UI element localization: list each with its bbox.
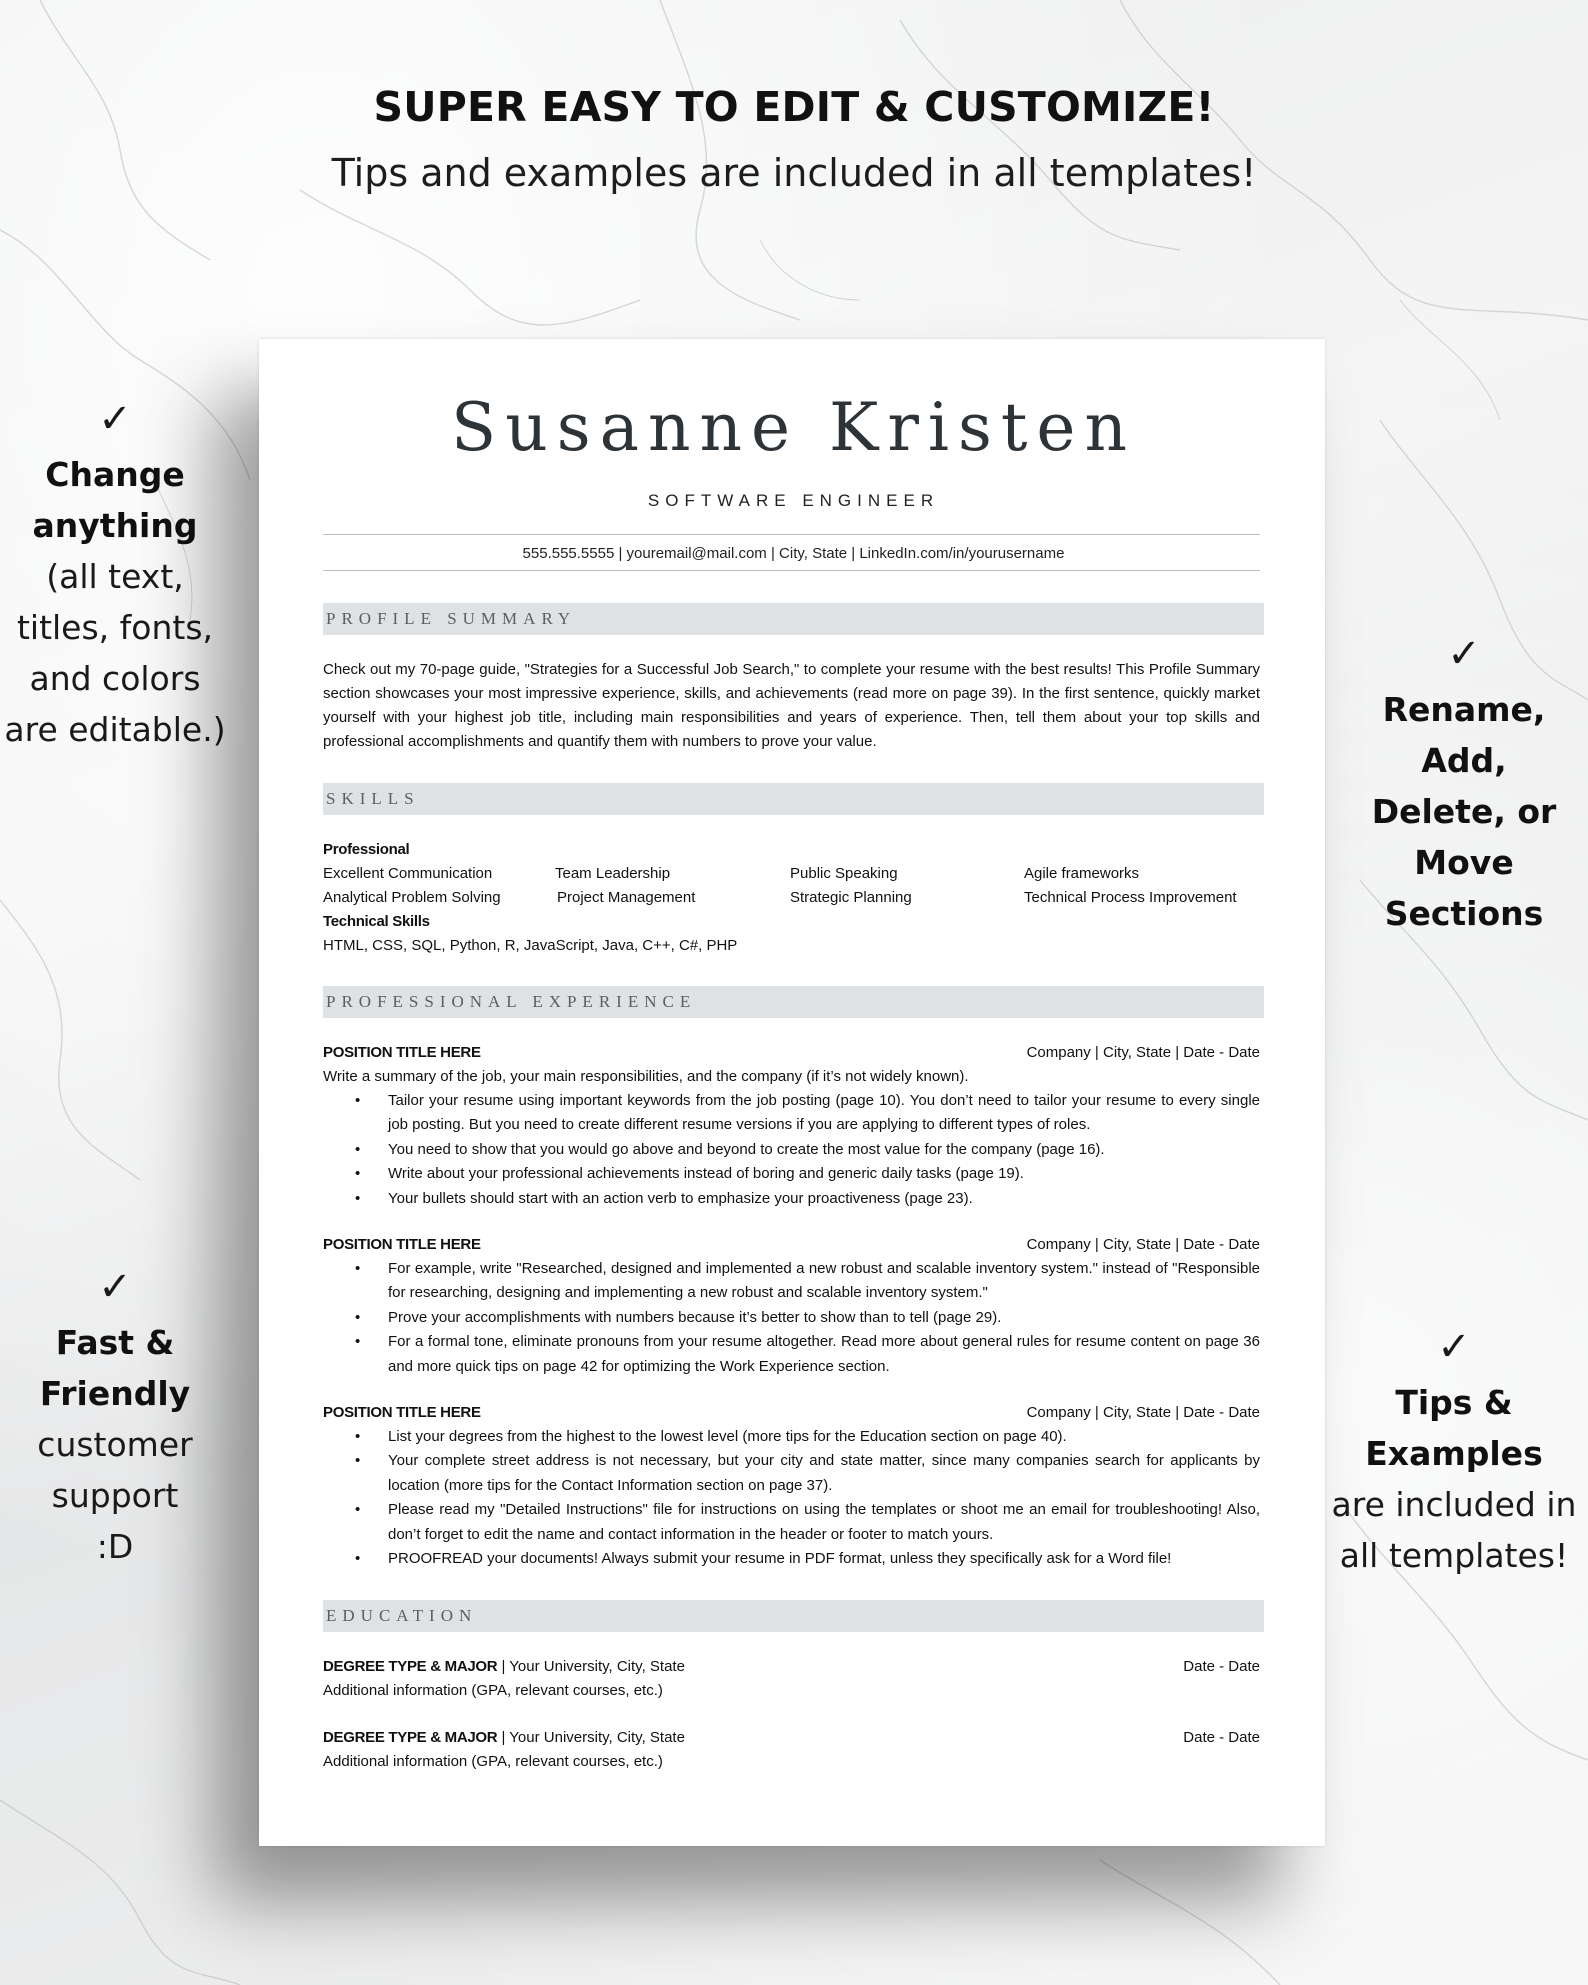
- job-bullet: • For a formal tone, eliminate pronouns from your resume altogether. Read more about general rules for resume content on page 36 and more quick tips on page 42 for optimizing the Work Experience section.: [323, 1330, 1260, 1379]
- job-title: POSITION TITLE HERE: [323, 1044, 481, 1061]
- education-school: | Your University, City, State: [497, 1729, 685, 1746]
- skill-item: Analytical Problem Solving: [323, 889, 501, 906]
- checkmark-icon: ✓: [98, 396, 132, 442]
- education-degree: DEGREE TYPE & MAJOR: [323, 1658, 498, 1675]
- callout-line: Fast &: [55, 1323, 175, 1362]
- job-meta: Company | City, State | Date - Date: [1026, 1044, 1260, 1061]
- callout-line: (all text,: [46, 557, 184, 596]
- education-dates: Date - Date: [1183, 1658, 1260, 1675]
- banner-title: SUPER EASY TO EDIT & CUSTOMIZE!: [373, 83, 1215, 131]
- checkmark-icon: ✓: [98, 1264, 132, 1310]
- job-title: POSITION TITLE HERE: [323, 1404, 481, 1421]
- education-school: | Your University, City, State: [497, 1658, 685, 1675]
- header-divider: [323, 534, 1260, 535]
- job-title: POSITION TITLE HERE: [323, 1236, 481, 1253]
- section-header-skills: SKILLS: [323, 783, 1264, 815]
- resume-role: SOFTWARE ENGINEER: [647, 491, 940, 510]
- skill-item: Team Leadership: [555, 865, 671, 882]
- callout-tips-examples: [1330, 1323, 1578, 1581]
- job-bullet: • For example, write "Researched, designed and implemented a new robust and scalable inventory system." instead of "Responsible for researching, designing and implementing a new robust and scalable inventory system.": [323, 1257, 1260, 1306]
- skill-item: Public Speaking: [790, 865, 898, 882]
- job-bullet: • Your bullets should start with an action verb to emphasize your proactiveness (page 23).: [323, 1187, 1260, 1211]
- job-bullet: • You need to show that you would go above and beyond to create the most value for the company (page 16).: [323, 1138, 1260, 1162]
- skills-technical-list: HTML, CSS, SQL, Python, R, JavaScript, Java, C++, C#, PHP: [323, 937, 738, 954]
- job-bullet: • List your degrees from the highest to the lowest level (more tips for the Education section on page 40).: [323, 1425, 1260, 1449]
- skill-item: Technical Process Improvement: [1024, 889, 1237, 906]
- checkmark-icon: ✓: [1437, 1324, 1471, 1370]
- education-entry: [323, 1655, 685, 1679]
- callout-line: Add,: [1421, 741, 1507, 780]
- callout-line: Friendly: [39, 1374, 191, 1413]
- job-bullet: • Prove your accomplishments with numbers because it’s better to show than to tell (page 29).: [323, 1306, 1260, 1330]
- education-entry: [323, 1726, 685, 1750]
- skills-technical-label: Technical Skills: [323, 913, 430, 930]
- job-bullet: • PROOFREAD your documents! Always submit your resume in PDF format, unless they specifically ask for a Word file!: [323, 1547, 1260, 1571]
- callout-line: are included in: [1331, 1485, 1577, 1524]
- section-header-experience: PROFESSIONAL EXPERIENCE: [323, 986, 1264, 1018]
- section-header-education: EDUCATION: [323, 1600, 1264, 1632]
- education-info: Additional information (GPA, relevant courses, etc.): [323, 1753, 663, 1770]
- callout-rename-sections: [1340, 630, 1588, 939]
- job-bullet: • Please read my "Detailed Instructions" file for instructions on using the templates or shoot me an email for troubleshooting! Also, don’t forget to edit the name and contact information in the header or footer to match yours.: [323, 1498, 1260, 1547]
- callout-line: are editable.): [4, 710, 226, 749]
- resume-name: Susanne Kristen: [451, 389, 1136, 466]
- callout-line: and colors: [29, 659, 201, 698]
- job-summary: Write a summary of the job, your main responsibilities, and the company (if it’s not widely known).: [323, 1068, 969, 1085]
- education-info: Additional information (GPA, relevant courses, etc.): [323, 1682, 663, 1699]
- education-dates: Date - Date: [1183, 1729, 1260, 1746]
- job-bullet: • Tailor your resume using important keywords from the job posting (page 10). You don’t need to tailor your resume to every single job posting. But you need to create different resume versions if you are applying to different types of roles.: [323, 1089, 1260, 1138]
- callout-change-anything: [0, 395, 230, 755]
- skill-item: Strategic Planning: [790, 889, 912, 906]
- callout-line: support: [51, 1476, 179, 1515]
- callout-line: anything: [32, 506, 198, 545]
- skill-item: Project Management: [557, 889, 696, 906]
- checkmark-icon: ✓: [1447, 631, 1481, 677]
- resume-page: [259, 339, 1325, 1846]
- callout-line: Rename,: [1382, 690, 1546, 729]
- job-bullet-list: [323, 1089, 1260, 1211]
- callout-line: Sections: [1384, 894, 1544, 933]
- callout-fast-friendly: [0, 1263, 230, 1572]
- callout-line: Examples: [1365, 1434, 1543, 1473]
- banner-subtitle: Tips and examples are included in all templates!: [331, 151, 1257, 195]
- skill-item: Excellent Communication: [323, 865, 493, 882]
- job-bullet-list: [323, 1257, 1260, 1379]
- callout-line: all templates!: [1339, 1536, 1569, 1575]
- skill-item: Agile frameworks: [1024, 865, 1140, 882]
- profile-summary-text: Check out my 70-page guide, "Strategies for a Successful Job Search," to complete your resume with the best results! This Profile Summary section showcases your most impressive experience, skills, and achievements (read more on page 39). In the first sentence, quickly market yourself with your highest job title, including main responsibilities and years of experience. Then, tell them about your top skills and professional accomplishments and quantify them with numbers to prove your value.: [323, 661, 1260, 750]
- job-meta: Company | City, State | Date - Date: [1026, 1404, 1260, 1421]
- callout-line: Tips &: [1395, 1383, 1513, 1422]
- header-divider: [323, 570, 1260, 571]
- job-meta: Company | City, State | Date - Date: [1026, 1236, 1260, 1253]
- callout-line: customer: [37, 1425, 193, 1464]
- callout-line: titles, fonts,: [16, 608, 214, 647]
- contact-line: 555.555.5555 | youremail@mail.com | City, State | LinkedIn.com/in/yourusername: [522, 545, 1065, 562]
- callout-line: Change: [45, 455, 185, 494]
- section-header-profile: PROFILE SUMMARY: [323, 603, 1264, 635]
- callout-line: :D: [96, 1527, 134, 1566]
- callout-line: Move: [1414, 843, 1514, 882]
- education-degree: DEGREE TYPE & MAJOR: [323, 1729, 498, 1746]
- job-bullet-list: [323, 1425, 1260, 1571]
- skills-professional-label: Professional: [323, 841, 410, 858]
- callout-line: Delete, or: [1371, 792, 1557, 831]
- job-bullet: • Write about your professional achievements instead of boring and generic daily tasks (page 19).: [323, 1162, 1260, 1186]
- job-bullet: • Your complete street address is not necessary, but your city and state matter, since many companies search for applicants by location (more tips for the Contact Information section on page 37).: [323, 1449, 1260, 1498]
